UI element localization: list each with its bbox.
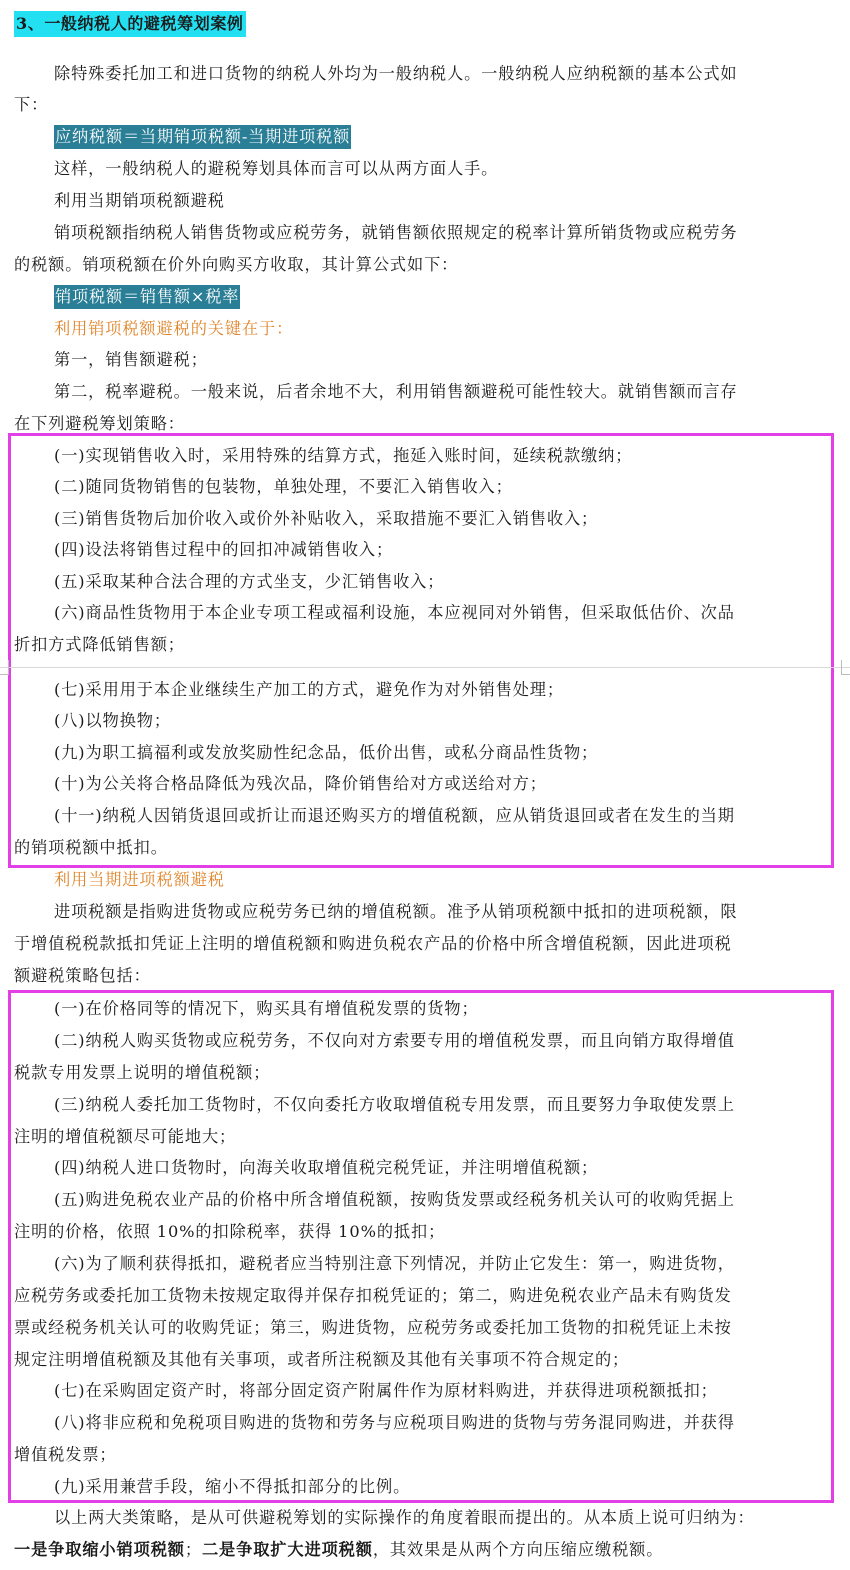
- summary-point-increase-input: 二是争取扩大进项税额: [201, 1540, 373, 1559]
- list-item: (十)为公关将合格品降低为残次品，降价销售给对方或送给对方；: [54, 774, 547, 793]
- list-item-continuation: 注明的价格，依照 10%的扣除税率，获得 10%的抵扣；: [14, 1222, 446, 1241]
- intro-paragraph-line: 除特殊委托加工和进口货物的纳税人外均为一般纳税人。一般纳税人应纳税额的基本公式如: [54, 64, 738, 83]
- list-item-continuation: 规定注明增值税额及其他有关事项，或者所注税额及其他有关事项不符合规定的；: [14, 1350, 630, 1369]
- list-item: (七)采用用于本企业继续生产加工的方式，避免作为对外销售处理；: [54, 680, 564, 699]
- list-item-continuation: 折扣方式降低销售额；: [14, 635, 185, 654]
- section-heading: 3、一般纳税人的避税筹划案例: [14, 11, 246, 37]
- output-tax-paragraph-line: 的税额。销项税额在价外向购买方收取，其计算公式如下：: [14, 255, 459, 274]
- list-item: (八)以物换物；: [54, 711, 171, 730]
- list-item: (八)将非应税和免税项目购进的货物和劳务与应税项目购进的货物与劳务混同购进，并获得: [54, 1413, 735, 1432]
- summary-conclusion: ，其效果是从两个方向压缩应缴税额。: [372, 1540, 664, 1559]
- list-item: (六)为了顺利获得抵扣，避税者应当特别注意下列情况，并防止它发生：第一，购进货物，: [54, 1254, 735, 1273]
- list-item-continuation: 注明的增值税额尽可能地大；: [14, 1127, 237, 1146]
- point-second-line: 在下列避税筹划策略：: [14, 414, 185, 433]
- page-corner-mark: [0, 660, 9, 675]
- list-item-continuation: 应税劳务或委托加工货物未按规定取得并保存扣税凭证的；第二，购进免税农业产品未有购货发: [14, 1286, 732, 1305]
- input-tax-paragraph-line: 于增值税税款抵扣凭证上注明的增值税额和购进负税农产品的价格中所含增值税额，因此进项税: [14, 934, 732, 953]
- list-item: (六)商品性货物用于本企业专项工程或福利设施，本应视同对外销售，但采取低估价、次品: [54, 603, 735, 622]
- input-tax-paragraph-line: 进项税额是指购进货物或应税劳务已纳的增值税额。准予从销项税额中抵扣的进项税额，限: [54, 902, 738, 921]
- list-item: (五)采取某种合法合理的方式坐支，少汇销售收入；: [54, 572, 445, 591]
- list-item: (三)纳税人委托加工货物时，不仅向委托方收取增值税专用发票，而且要努力争取使发票上: [54, 1095, 735, 1114]
- input-tax-paragraph-line: 额避税策略包括：: [14, 966, 151, 985]
- page-break-divider: [0, 667, 850, 668]
- list-item-continuation: 票或经税务机关认可的收购凭证；第三，购进货物，应税劳务或委托加工货物的扣税凭证上未按: [14, 1318, 732, 1337]
- list-item: (三)销售货物后加价收入或价外补贴收入，采取措施不要汇入销售收入；: [54, 509, 599, 528]
- list-item: (一)实现销售收入时，采用特殊的结算方式，拖延入账时间，延续税款缴纳；: [54, 446, 633, 465]
- point-first: 第一，销售额避税；: [54, 350, 208, 369]
- intro-paragraph-line: 下：: [14, 95, 49, 114]
- list-item-continuation: 税款专用发票上说明的增值税额；: [14, 1063, 271, 1082]
- formula-line: [54, 121, 824, 153]
- formula-output-tax: 销项税额＝销售额×税率: [54, 285, 240, 309]
- intro-paragraph-line: 这样，一般纳税人的避税筹划具体而言可以从两方面人手。: [54, 159, 499, 178]
- list-item: (十一)纳税人因销货退回或折让而退还购买方的增值税额，应从销货退回或者在发生的当期: [54, 806, 735, 825]
- list-item: (九)采用兼营手段，缩小不得抵扣部分的比例。: [54, 1477, 411, 1496]
- list-item: (五)购进免税农业产品的价格中所含增值税额，按购货发票或经税务机关认可的收购凭据上: [54, 1190, 735, 1209]
- formula-line: [54, 281, 824, 313]
- page-corner-mark: [841, 660, 850, 675]
- subheading-input-tax: 利用当期进项税额避税: [54, 870, 225, 889]
- formula-payable-tax: 应纳税额＝当期销项税额-当期进项税额: [54, 125, 351, 149]
- summary-line: [14, 1534, 824, 1566]
- key-points-heading: 利用销项税额避税的关键在于：: [54, 319, 294, 338]
- summary-separator: ；: [184, 1540, 202, 1559]
- list-item: (四)纳税人进口货物时，向海关收取增值税完税凭证，并注明增值税额；: [54, 1158, 599, 1177]
- list-item: (二)纳税人购买货物或应税劳务，不仅向对方索要专用的增值税发票，而且向销方取得增值: [54, 1031, 735, 1050]
- subheading-output-tax: 利用当期销项税额避税: [54, 191, 225, 210]
- point-second-line: 第二，税率避税。一般来说，后者余地不大，利用销售额避税可能性较大。就销售额而言存: [54, 382, 738, 401]
- list-item: (一)在价格同等的情况下，购买具有增值税发票的货物；: [54, 999, 479, 1018]
- list-item-continuation: 增值税发票；: [14, 1445, 117, 1464]
- list-item: (四)设法将销售过程中的回扣冲减销售收入；: [54, 540, 394, 559]
- summary-line: 以上两大类策略，是从可供避税筹划的实际操作的角度着眼而提出的。从本质上说可归纳为：: [54, 1508, 755, 1527]
- output-tax-paragraph-line: 销项税额指纳税人销售货物或应税劳务，就销售额依照规定的税率计算所销货物或应税劳务: [54, 223, 738, 242]
- list-item: (七)在采购固定资产时，将部分固定资产附属件作为原材料购进，并获得进项税额抵扣；: [54, 1381, 718, 1400]
- list-item: (九)为职工搞福利或发放奖励性纪念品，低价出售，或私分商品性货物；: [54, 743, 599, 762]
- summary-point-reduce-output: 一是争取缩小销项税额: [14, 1540, 185, 1559]
- list-item: (二)随同货物销售的包装物，单独处理，不要汇入销售收入；: [54, 477, 513, 496]
- list-item-continuation: 的销项税额中抵扣。: [14, 838, 168, 857]
